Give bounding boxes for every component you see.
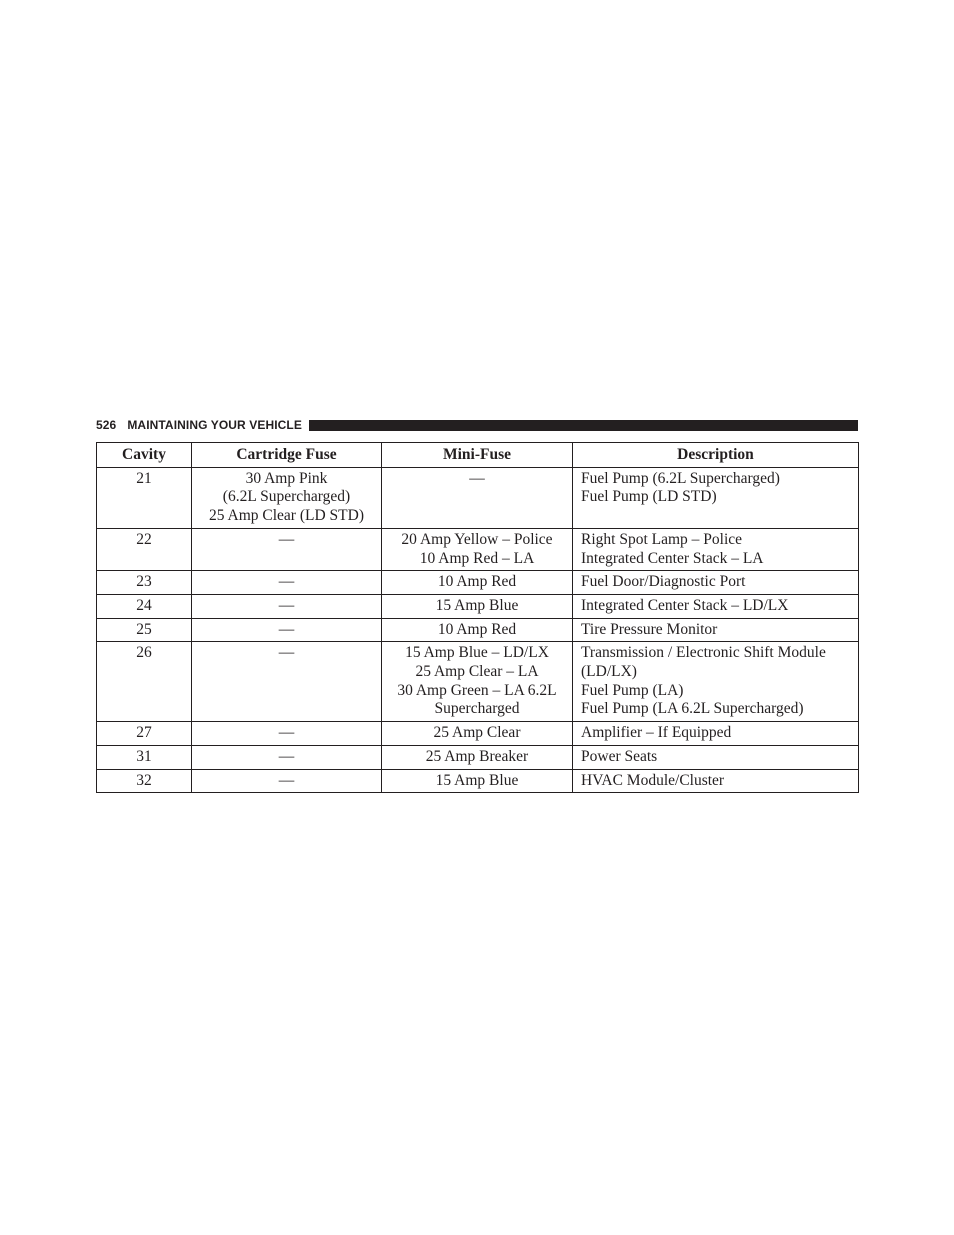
table-row [97,571,859,595]
cell-cartridge-fuse-line: — [278,747,295,765]
table-row [97,745,859,769]
table-row [97,528,859,570]
cell-description-line: Integrated Center Stack – LA [581,549,764,567]
cell-mini-fuse-line: 25 Amp Clear [433,724,521,742]
cell-cartridge-fuse-line: 25 Amp Clear (LD STD) [209,507,364,525]
cell-mini-fuse [382,745,573,769]
column-header-cavity: Cavity [97,443,192,468]
cell-cartridge-fuse [192,642,382,722]
cell-description-line: Transmission / Electronic Shift Module (LD/LX) [581,644,826,681]
cell-cavity: 22 [97,528,192,570]
cell-cavity: 25 [97,618,192,642]
cell-cartridge-fuse [192,467,382,528]
cell-cavity: 26 [97,642,192,722]
cell-cavity: 27 [97,722,192,746]
cell-description-line: Power Seats [581,747,658,765]
column-header-description: Description [573,443,859,468]
cell-cartridge-fuse-line: — [278,620,295,638]
table-row [97,642,859,722]
fuse-table [96,442,859,793]
cell-cartridge-fuse [192,571,382,595]
cell-mini-fuse-line: 15 Amp Blue [435,596,519,614]
cell-cartridge-fuse [192,594,382,618]
cell-description-line: Fuel Pump (LA 6.2L Supercharged) [581,700,804,718]
cell-mini-fuse [382,571,573,595]
cell-description-line: Fuel Door/Diagnostic Port [581,573,746,591]
cell-description-line: Fuel Pump (LA) [581,681,684,699]
cell-mini-fuse-line: 25 Amp Clear – LA [415,663,539,681]
table-body [97,467,859,793]
cell-cavity: 24 [97,594,192,618]
table-row [97,618,859,642]
cell-cartridge-fuse [192,618,382,642]
cell-cartridge-fuse [192,769,382,793]
cell-mini-fuse-line: 10 Amp Red [437,573,517,591]
cell-description-line: Tire Pressure Monitor [581,620,718,638]
page-header [96,417,858,433]
cell-description [573,745,859,769]
cell-mini-fuse [382,594,573,618]
cell-description [573,467,859,528]
cell-mini-fuse-line: 25 Amp Breaker [425,747,529,765]
cell-description-line: HVAC Module/Cluster [581,771,725,789]
cell-cartridge-fuse-line: — [278,596,295,614]
table-header-row [97,443,859,468]
cell-cavity: 23 [97,571,192,595]
cell-cartridge-fuse-line: — [278,530,295,548]
cell-description [573,642,859,722]
cell-mini-fuse-line: 20 Amp Yellow – Police [401,530,553,548]
cell-mini-fuse-line: 10 Amp Red [437,620,517,638]
cell-mini-fuse [382,528,573,570]
cell-cartridge-fuse-line: — [278,724,295,742]
table-row [97,467,859,528]
cell-cavity: 31 [97,745,192,769]
cell-cartridge-fuse-line: 30 Amp Pink [245,469,328,487]
header-rule [309,420,858,431]
cell-description-line: Integrated Center Stack – LD/LX [581,596,789,614]
section-title: MAINTAINING YOUR VEHICLE [127,418,302,432]
cell-cartridge-fuse-line: — [278,771,295,789]
cell-cartridge-fuse [192,528,382,570]
cell-cartridge-fuse-line: — [278,644,295,662]
cell-description-line: Right Spot Lamp – Police [581,530,743,548]
cell-description [573,722,859,746]
cell-cavity: 32 [97,769,192,793]
cell-cartridge-fuse-line: — [278,573,295,591]
cell-description [573,571,859,595]
cell-description [573,618,859,642]
cell-mini-fuse-line: — [469,469,485,487]
cell-description-line: Fuel Pump (LD STD) [581,488,717,506]
cell-description-line: Fuel Pump (6.2L Supercharged) [581,469,780,487]
table-row [97,769,859,793]
cell-description [573,769,859,793]
cell-mini-fuse [382,769,573,793]
column-header-mini-fuse: Mini-Fuse [382,443,573,468]
cell-mini-fuse [382,618,573,642]
cell-description [573,594,859,618]
cell-mini-fuse-line: 30 Amp Green – LA 6.2L [397,681,557,699]
cell-description-line: Amplifier – If Equipped [581,724,732,742]
cell-mini-fuse [382,467,573,528]
table-row [97,594,859,618]
cell-mini-fuse-line: 15 Amp Blue [435,771,519,789]
cell-mini-fuse-line: Supercharged [434,700,520,718]
cell-mini-fuse-line: 10 Amp Red – LA [419,549,535,567]
cell-mini-fuse-line: 15 Amp Blue – LD/LX [405,644,549,662]
cell-cartridge-fuse-line: (6.2L Supercharged) [222,488,351,506]
cell-cartridge-fuse [192,745,382,769]
column-header-cartridge-fuse: Cartridge Fuse [192,443,382,468]
cell-mini-fuse [382,722,573,746]
cell-cavity: 21 [97,467,192,528]
cell-description [573,528,859,570]
table-row [97,722,859,746]
cell-mini-fuse [382,642,573,722]
cell-cartridge-fuse [192,722,382,746]
page-number: 526 [96,418,117,432]
